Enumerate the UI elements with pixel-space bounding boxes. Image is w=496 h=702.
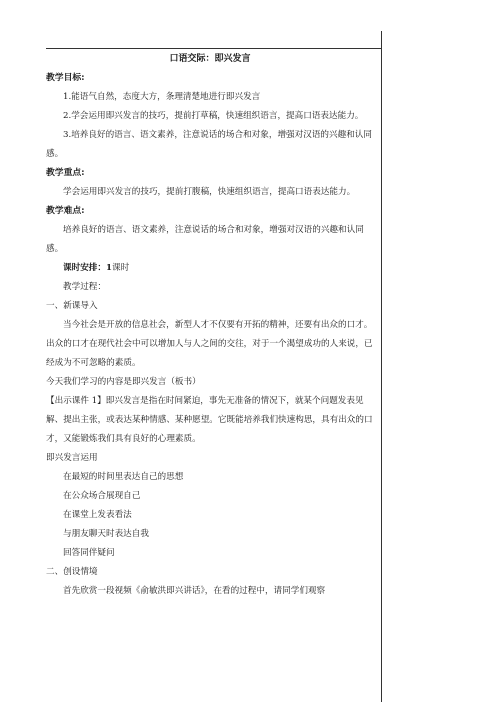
usage-item: 在公众场合展现自己 [63, 491, 141, 501]
table-top-border [46, 48, 381, 49]
schedule-label: 课时安排： [63, 263, 106, 273]
usage-heading: 即兴发言运用 [46, 453, 98, 463]
today-line: 今天我们学习的内容是即兴发言（板书） [46, 377, 201, 387]
difficulty-text: 培养良好的语言、语文素养，注意说话的场合和对象，增强对汉语的兴趣和认同感。 [46, 225, 364, 254]
table-right-border [381, 31, 382, 702]
schedule-value: 1 [105, 263, 112, 273]
usage-item: 在课堂上发表看法 [63, 510, 132, 520]
usage-item: 与朋友聊天时表达自我 [63, 529, 149, 539]
objectives-heading: 教学目标: [46, 73, 85, 83]
objective-item: 2.学会运用即兴发言的技巧，提前打草稿，快速组织语言，提高口语表达能力。 [63, 111, 364, 121]
key-points-heading: 教学重点: [46, 168, 85, 178]
courseware-label: 【出示课件 1】 [46, 396, 106, 406]
section-2-paragraph: 首先欣赏一段视频《俞敏洪即兴讲话》，在看的过程中，请同学们观察 [63, 586, 326, 596]
usage-item: 在最短的时间里表达自己的思想 [63, 472, 184, 482]
section-1-paragraph: 当今社会是开放的信息社会，新型人才不仅要有开拓的精神，还要有出众的口才。出众的口才在现代社会中可以增加人与人之间的交往，对于一个渴望成功的人来说，已经成为不可忽略的素质。 [46, 320, 373, 368]
courseware-paragraph [46, 392, 374, 449]
schedule-line [46, 259, 374, 278]
objective-item: 1.能语气自然，态度大方，条理清楚地进行即兴发言 [63, 92, 261, 102]
difficulty-heading: 教学难点: [46, 206, 85, 216]
courseware-text: 即兴发言是指在时间紧迫，事先无准备的情况下，就某个问题发表见解、提出主张，或表达某种情感、某种愿望。它既能培养我们快速构思，具有出众的口才，又能锻炼我们具有良好的心理素质。 [46, 396, 373, 444]
schedule-unit: 课时 [111, 263, 130, 273]
lesson-plan-body [46, 50, 374, 601]
usage-item: 回答同伴疑问 [63, 548, 115, 558]
section-1-title: 一、新课导入 [46, 301, 98, 311]
key-points-text: 学会运用即兴发言的技巧，提前打腹稿，快速组织语言，提高口语表达能力。 [63, 187, 356, 197]
doc-title: 口语交际：即兴发言 [169, 54, 251, 64]
section-2-title: 二、创设情境 [46, 567, 98, 577]
process-label: 教学过程： [63, 282, 106, 292]
objective-item: 3.培养良好的语言、语文素养，注意说话的场合和对象，增强对汉语的兴趣和认同感。 [46, 130, 372, 159]
